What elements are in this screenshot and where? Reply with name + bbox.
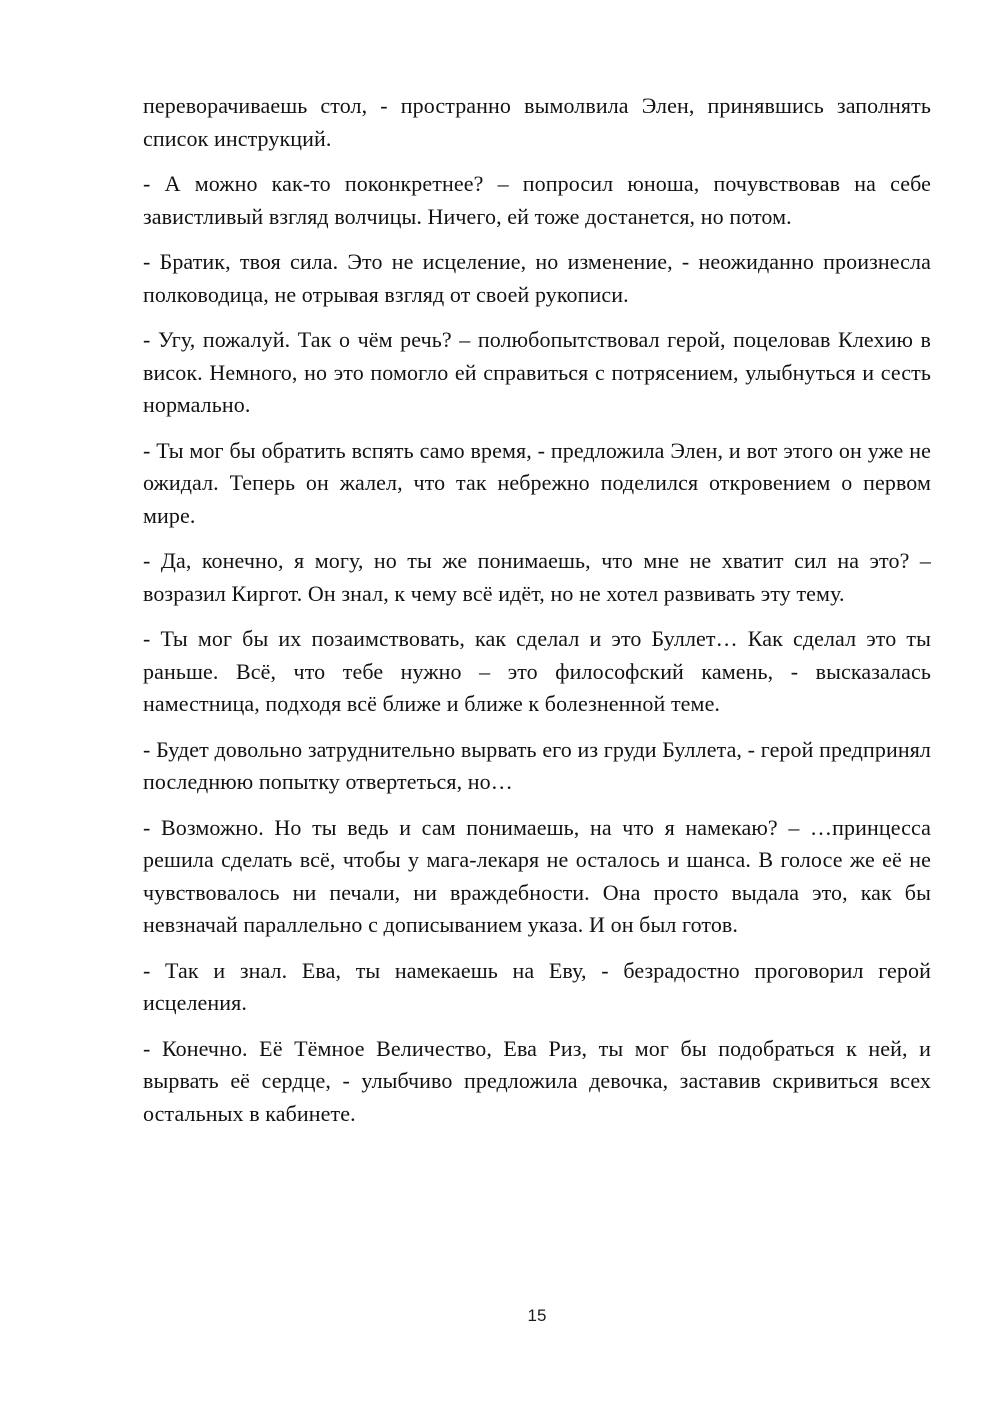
paragraph-11: - Конечно. Её Тёмное Величество, Ева Риз, ты мог бы подобраться к ней, и вырвать её сердце, - улыбчиво предложила девочка, заставив скривиться всех остальных в кабинете. [143,1035,931,1126]
paragraph-2: - А можно как-то поконкретнее? – попросил юноша, почувствовав на себе завистливый взгляд волчицы. Ничего, ей тоже достанется, но потом. [143,171,931,229]
paragraph-1: переворачиваешь стол, - пространно вымолвила Элен, принявшись заполнять список инструкций. [143,93,931,151]
paragraph-9: - Возможно. Но ты ведь и сам понимаешь, на что я намекаю? – …принцесса решила сделать всё, чтобы у мага-лекаря не осталось и шанса. В голосе же её не чувствовалось ни печали, ни враждебности. Она просто выдала это, как бы невзначай параллельно с дописыванием указа. И он был готов. [143,814,931,937]
paragraph-8: - Будет довольно затруднительно вырвать его из груди Буллета, - герой предпринял последнюю попытку отвертеться, но… [143,736,931,794]
page-number: 15 [527,1306,547,1325]
paragraph-10: - Так и знал. Ева, ты намекаешь на Еву, - безрадостно проговорил герой исцеления. [143,957,931,1015]
text-block [143,90,931,1143]
paragraph-5: - Ты мог бы обратить вспять само время, - предложила Элен, и вот этого он уже не ожидал. Теперь он жалел, что так небрежно поделился откровением о первом мире. [143,437,931,528]
paragraph-4: - Угу, пожалуй. Так о чём речь? – полюбопытствовал герой, поцеловав Клехию в висок. Немного, но это помогло ей справиться с потрясением, улыбнуться и сесть нормально. [143,327,931,417]
paragraph-3: - Братик, твоя сила. Это не исцеление, но изменение, - неожиданно произнесла полководица, не отрывая взгляд от своей рукописи. [143,249,931,307]
paragraph-7: - Ты мог бы их позаимствовать, как сделал и это Буллет… Как сделал это ты раньше. Всё, что тебе нужно – это философский камень, - высказалась наместница, подходя всё ближе и ближе к болезненной теме. [143,626,931,716]
page-footer [143,1306,931,1326]
paragraph-6: - Да, конечно, я могу, но ты же понимаешь, что мне не хватит сил на это? – возразил Киргот. Он знал, к чему всё идёт, но не хотел развивать эту тему. [143,548,931,606]
